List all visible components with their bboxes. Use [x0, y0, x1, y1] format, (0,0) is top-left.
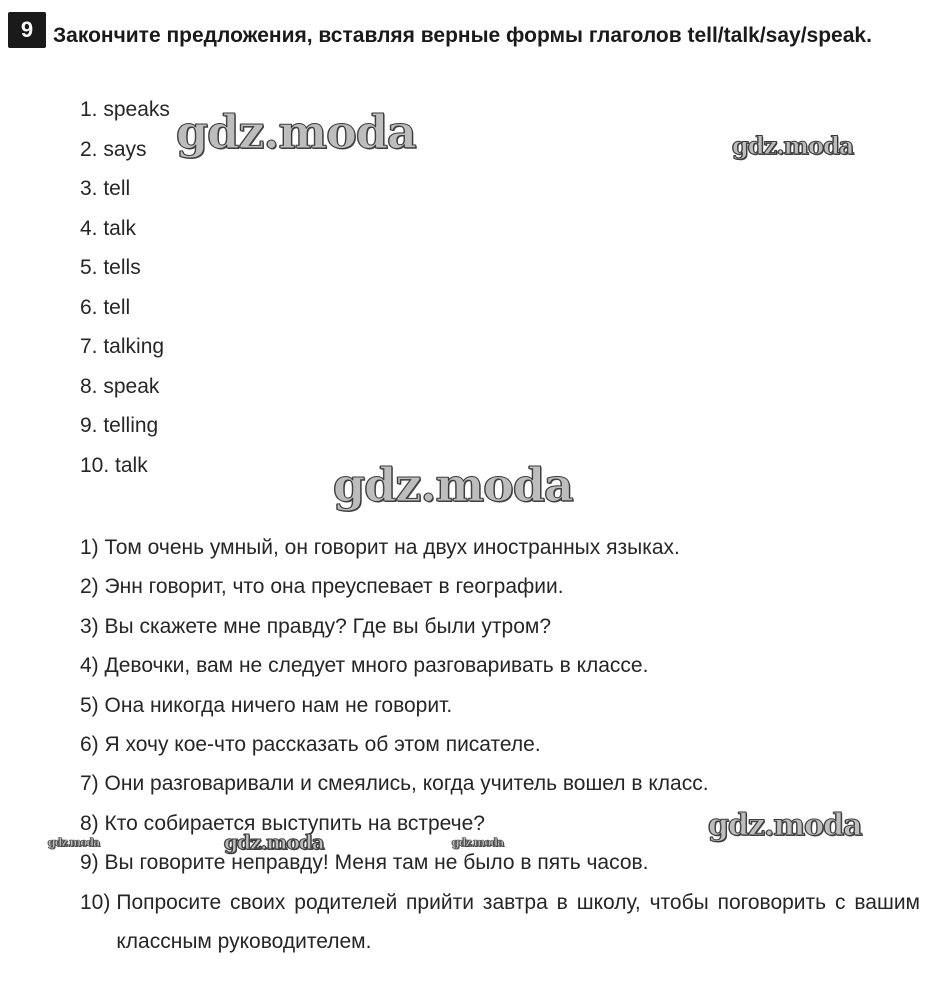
answer-item: 5. tells: [80, 256, 141, 279]
translation-text: Энн говорит, что она преуспевает в географии.: [104, 575, 564, 599]
translation-text: Я хочу кое-что рассказать об этом писателе.: [104, 733, 541, 757]
translation-text: Они разговаривали и смеялись, когда учитель вошел в класс.: [104, 772, 709, 796]
translation-number: 4): [80, 654, 105, 678]
translation-number: 1): [80, 536, 105, 559]
watermark-logo: gdz.moda: [48, 836, 100, 849]
translation-item: [80, 607, 920, 646]
answer-item: 3. tell: [80, 177, 131, 200]
translation-number: 5): [80, 693, 105, 717]
answer-item: 2. says: [80, 137, 147, 161]
translation-number: 8): [80, 811, 105, 835]
translation-item: [80, 883, 920, 962]
watermark-logo: gdz.moda: [224, 830, 324, 854]
answers-list: [80, 93, 170, 488]
watermark-logo: gdz.moda: [452, 836, 504, 849]
translation-number: 9): [80, 851, 105, 875]
translation-number: 6): [80, 733, 105, 757]
translation-text: Вы скажете мне правду? Где вы были утром?: [104, 614, 552, 638]
watermark-logo: gdz.moda: [333, 458, 573, 512]
exercise-instruction: Закончите предложения, вставляя верные формы глаголов tell/talk/say/speak.: [53, 24, 872, 47]
answer-item: 6. tell: [80, 295, 131, 319]
translation-text: Кто собирается выступить на встрече?: [104, 811, 485, 835]
translation-text: Попросите своих родителей прийти завтра в школу, чтобы поговорить с вашим классным руководителем.: [116, 890, 920, 954]
answer-item: 7. talking: [80, 335, 165, 358]
translation-item: [80, 725, 920, 764]
translation-item: [80, 764, 920, 803]
translation-item: [80, 646, 920, 685]
translation-number: 3): [80, 614, 105, 638]
watermark-logo: gdz.moda: [176, 105, 416, 159]
translation-item: [80, 528, 920, 567]
answer-item: 9. telling: [80, 414, 159, 437]
answer-item: 1. speaks: [80, 98, 170, 121]
answer-item: 4. talk: [80, 216, 137, 240]
translation-number: 2): [80, 575, 105, 599]
translation-text: Девочки, вам не следует много разговаривать в классе.: [104, 654, 649, 678]
translation-number: 10): [80, 890, 111, 914]
watermark-logo: gdz.moda: [708, 808, 862, 843]
translation-text: Том очень умный, он говорит на двух иностранных языках.: [104, 536, 680, 559]
translation-text: Вы говорите неправду! Меня там не было в пять часов.: [104, 851, 649, 875]
answer-item: 8. speak: [80, 374, 160, 398]
translations-list: [80, 528, 920, 961]
exercise-number-badge: 9: [8, 12, 46, 48]
translation-number: 7): [80, 772, 105, 796]
translation-text: Она никогда ничего нам не говорит.: [104, 693, 453, 717]
watermark-logo: gdz.moda: [732, 131, 854, 160]
translation-item: [80, 686, 920, 725]
translation-item: [80, 843, 920, 882]
translation-item: [80, 567, 920, 606]
answer-item: 10. talk: [80, 453, 148, 477]
